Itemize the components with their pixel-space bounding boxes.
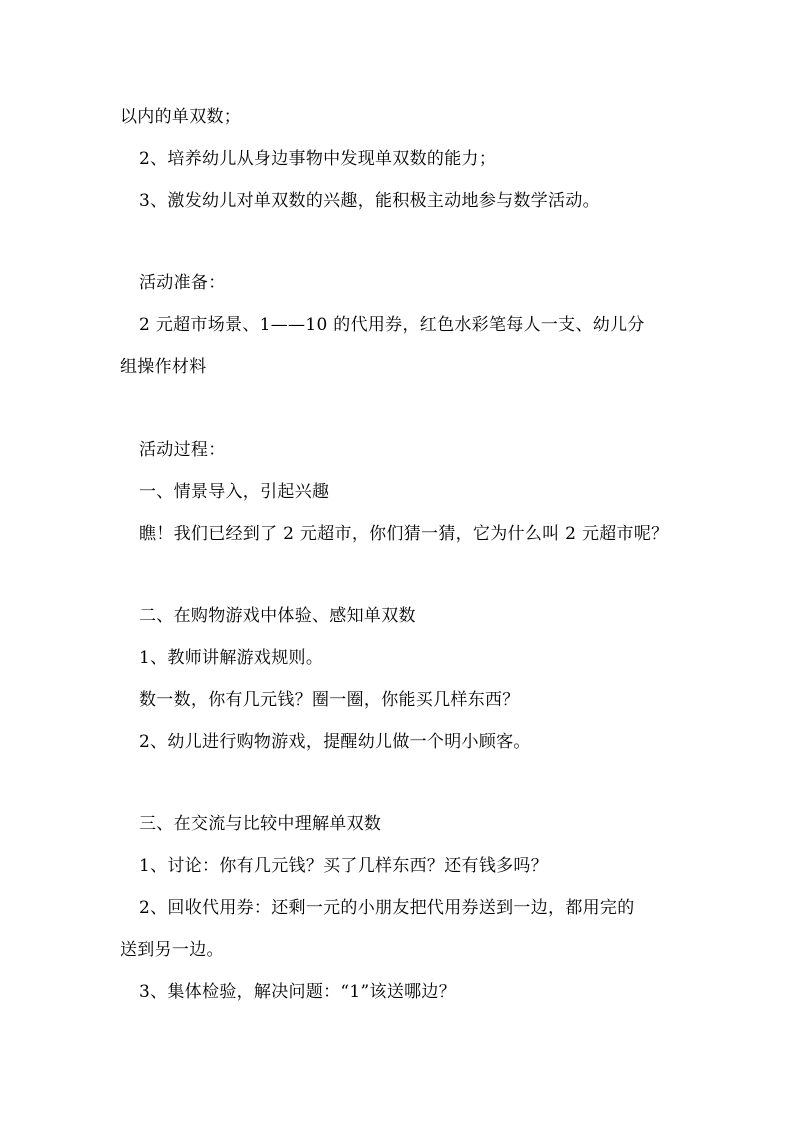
section-3-heading: 三、在交流与比较中理解单双数 [139, 814, 382, 834]
section-3-item-2: 2、回收代用券：还剩一元的小朋友把代用券送到一边，都用完的 [139, 898, 635, 918]
section-2-item-1: 1、教师讲解游戏规则。 [139, 648, 324, 668]
section-3-item-1: 1、讨论：你有几元钱？买了几样东西？还有钱多吗？ [139, 856, 549, 876]
goal-item-3: 3、激发幼儿对单双数的兴趣，能积极主动地参与数学活动。 [139, 191, 600, 211]
goal-line-1-continued: 以内的单双数； [120, 107, 242, 127]
process-heading: 活动过程： [139, 440, 226, 460]
section-3-item-2-continued: 送到另一边。 [120, 940, 224, 960]
section-1-heading: 一、情景导入，引起兴趣 [139, 482, 330, 502]
preparation-text-continued: 组操作材料 [120, 357, 207, 377]
goal-item-2: 2、培养幼儿从身边事物中发现单双数的能力； [139, 149, 497, 169]
section-2-text: 数一数，你有几元钱？圈一圈，你能买几样东西？ [139, 690, 520, 710]
preparation-text: 2 元超市场景、1——10 的代用券，红色水彩笔每人一支、幼儿分 [139, 315, 645, 335]
section-1-text: 瞧！我们已经到了 2 元超市，你们猜一猜，它为什么叫 2 元超市呢？ [139, 524, 669, 544]
section-3-item-3: 3、集体检验，解决问题：“1”该送哪边？ [139, 982, 457, 1002]
section-2-heading: 二、在购物游戏中体验、感知单双数 [139, 606, 416, 626]
section-2-item-2: 2、幼儿进行购物游戏，提醒幼儿做一个明小顾客。 [139, 732, 531, 752]
preparation-heading: 活动准备： [139, 273, 226, 293]
